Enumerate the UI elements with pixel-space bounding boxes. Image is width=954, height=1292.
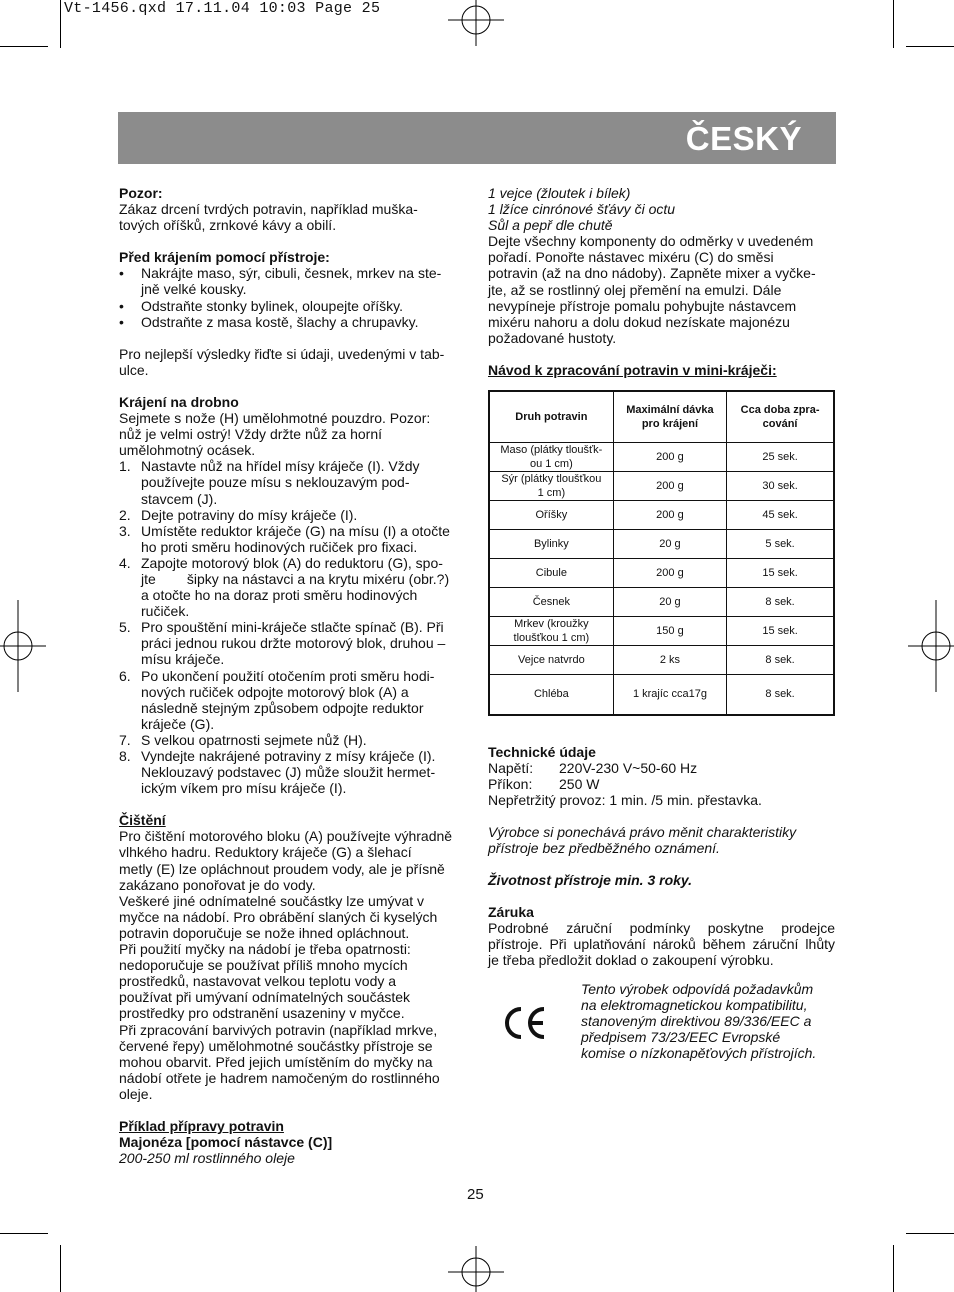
step-number: 4.: [119, 554, 131, 571]
text-line: Veškeré jiné odnímatelné součástky lze umývat v: [119, 892, 425, 909]
cell-line: Sýr (plátky tloušťkou: [501, 473, 602, 486]
registration-mark-left: [0, 600, 46, 692]
cell-line: Vejce natvrdo: [518, 654, 585, 667]
registration-mark-top: [448, 0, 504, 46]
table-header-row: [489, 391, 834, 443]
table-row: [489, 472, 834, 501]
cell-line: ou 1 cm): [529, 458, 573, 471]
tech-value: 220V-230 V~50-60 Hz: [559, 759, 698, 776]
table-row: [489, 675, 834, 715]
text-line: potravin doporučuje se nože ihned opláchnout.: [119, 924, 410, 941]
text-line: potravin (až na dno nádoby). Zapněte mixer a vyčke-: [488, 265, 816, 282]
page-number: 25: [467, 1186, 484, 1203]
table-cell-food: [489, 501, 613, 530]
text-line: Při zpracování barvivých potravin (například mrkve,: [119, 1021, 438, 1038]
table-row: [489, 588, 834, 617]
step-item: [119, 523, 466, 555]
zaruka-text: [488, 920, 835, 968]
text-line: zakázano ponořovat je do vody.: [119, 876, 316, 893]
text-line: Nakrájte maso, sýr, cibuli, česnek, mrkev na ste-: [141, 265, 442, 282]
best-results-text: [119, 346, 466, 378]
list-item: [119, 298, 466, 314]
text-line: nevypíneje přístroje pomalu pohybujte nástavcem: [488, 297, 797, 314]
krajeni-intro: [119, 410, 466, 458]
text-line: stanoveným direktivou 89/336/EEC a: [581, 1012, 812, 1029]
text-line: stavcem (J).: [141, 490, 218, 507]
banner-title: ČESKÝ: [685, 120, 802, 157]
crop-mark-bottom-left-h: [0, 1233, 48, 1234]
text-line: Výrobce si ponechává právo měnit charakteristiky: [488, 823, 797, 840]
manufacturer-note: [488, 824, 835, 856]
krajeni-heading: Krájení na drobno: [119, 393, 239, 410]
crop-mark-top-right-h: [906, 46, 954, 47]
table-cell-food: [489, 472, 613, 501]
text-line: nedoporučuje se používat příliš mnoho mycích: [119, 957, 408, 974]
step-item: [119, 748, 466, 796]
cisteni-heading: Čištění: [119, 812, 166, 829]
bullet: •: [119, 297, 124, 314]
text-line: mísu kráječe.: [141, 651, 225, 668]
text-line: přístroje. Při uplatňování nároků během záruční lhůty: [488, 936, 835, 953]
table-cell-time: 5 sek.: [727, 530, 834, 559]
ingredient-line: 1 lžíce cinrónové šťávy či octu: [488, 201, 676, 218]
cisteni-text: [119, 828, 466, 1102]
table-header-cell: [613, 391, 726, 443]
step-item: [119, 507, 466, 523]
text-line: vlhkého hadru. Reduktory kráječe (G) a šlehací: [119, 844, 412, 861]
ingredient-line: 1 vejce (žloutek i bílek): [488, 185, 631, 201]
krajeni-steps: [119, 458, 466, 796]
crop-mark-top-right-v: [893, 0, 894, 48]
crop-mark-bottom-left-v: [60, 1245, 61, 1292]
text-line: prostředky pro odstranění usazeniny v myčce.: [119, 1005, 405, 1022]
text-line: a otočte ho na doraz proti směru hodinových: [141, 587, 418, 604]
text-line: Vyndejte nakrájené potraviny z mísy kráječe (I).: [141, 748, 436, 764]
registration-mark-right: [908, 600, 954, 692]
table-cell-food: [489, 559, 613, 588]
text-line: ickým víkem pro mísu kráječe (I).: [141, 780, 347, 797]
table-cell-dose: 200 g: [613, 443, 726, 472]
print-header: Vt-1456.qxd 17.11.04 10:03 Page 25: [64, 0, 381, 17]
tech-key: Napětí:: [488, 759, 534, 776]
text-line: metly (E) lze opláchnout proudem vody, ale je přísně: [119, 860, 445, 877]
zaruka-heading: Záruka: [488, 904, 534, 921]
processing-table: [488, 390, 835, 716]
text-line: myčce na nádobí. Pro obrábění slaných či kyselých: [119, 908, 438, 925]
table-cell-food: [489, 530, 613, 559]
list-item: [119, 265, 466, 297]
ingredients-list: [488, 185, 835, 233]
table-cell-dose: 20 g: [613, 588, 726, 617]
text-line: nádobí otřete je hadrem namočeným do rostlinného: [119, 1069, 440, 1086]
step-number: 1.: [119, 458, 131, 475]
cell-line: Bylinky: [533, 538, 569, 551]
header-line: Druh potravin: [515, 411, 588, 424]
table-cell-food: [489, 443, 613, 472]
table-cell-time: 8 sek.: [727, 646, 834, 675]
text-line: Odstraňte stonky bylinek, oloupejte oříšky.: [141, 297, 403, 314]
table-cell-dose: 200 g: [613, 472, 726, 501]
text-line: nových ručiček odpojte motorový blok (A) a: [141, 683, 409, 700]
text-line: Při použití myčky na nádobí je třeba opatrnosti:: [119, 941, 411, 958]
table-cell-time: 30 sek.: [727, 472, 834, 501]
text-line: červené řepy) umělohmotné součástky přístroje se: [119, 1037, 433, 1054]
header-line: Cca doba zpra-: [740, 404, 820, 417]
table-cell-time: 8 sek.: [727, 588, 834, 617]
cell-line: Chléba: [533, 688, 569, 701]
table-cell-time: 15 sek.: [727, 617, 834, 646]
tech-row: [488, 760, 835, 776]
text-line: požadované hustoty.: [488, 329, 617, 346]
text-line: Nastavte nůž na hřídel mísy kráječe (I). Vždy: [141, 458, 420, 475]
table-cell-food: [489, 617, 613, 646]
text-line: umělohmotný ocásek.: [119, 442, 256, 459]
text-line: Pro spouštění mini-kráječe stlačte spínač (B). Při: [141, 619, 444, 636]
language-banner: [118, 112, 836, 164]
crop-mark-bottom-right-v: [893, 1245, 894, 1292]
majoneza-heading: Majonéza [pomocí nástavce (C)]: [119, 1134, 333, 1151]
list-item: [119, 314, 466, 330]
text-line: Zákaz drcení tvrdých potravin, například muška-: [119, 201, 418, 218]
text-line: komise o nízkonapěťových přístrojích.: [581, 1044, 817, 1061]
table-cell-dose: 1 krajíc cca17g: [613, 675, 726, 715]
table-row: [489, 559, 834, 588]
table-cell-food: [489, 588, 613, 617]
table-header-cell: [727, 391, 834, 443]
pred-krajenim-list: [119, 265, 466, 329]
tech-heading: Technické údaje: [488, 743, 596, 760]
cell-line: Oříšky: [535, 509, 568, 522]
step-number: 3.: [119, 522, 131, 539]
text-line: následně stejným způsobem odpojte reduktor: [141, 699, 424, 716]
table-cell-food: [489, 675, 613, 715]
step-number: 8.: [119, 748, 131, 764]
table-cell-dose: 2 ks: [613, 646, 726, 675]
pred-krajenim-heading: Před krájením pomocí přístroje:: [119, 249, 330, 266]
text-line: přístroje bez předběžného oznámení.: [488, 840, 720, 856]
text-line: Odstraňte z masa kostě, šlachy a chrupavky.: [141, 313, 419, 330]
text-line: kráječe (G).: [141, 715, 215, 732]
table-cell-dose: 200 g: [613, 501, 726, 530]
table-cell-time: 8 sek.: [727, 675, 834, 715]
text-line: mixéru nahoru a dolu dokud nezískate majonézu: [488, 313, 790, 330]
tech-value: 250 W: [559, 775, 600, 792]
header-line: cování: [762, 418, 798, 431]
text-line: ručiček.: [141, 603, 190, 620]
text-line: práci jednou rukou držte motorový blok, druhou –: [141, 635, 446, 652]
text-line: Umístěte reduktor kráječe (G) na mísu (I) a otočte: [141, 522, 450, 539]
table-cell-food: [489, 646, 613, 675]
pozor-heading: Pozor:: [119, 185, 163, 201]
text-line: jně velké kousky.: [141, 281, 247, 298]
text-line: Neklouzavý podstavec (J) může sloužit hermet-: [141, 764, 436, 781]
cell-line: Mrkev (kroužky: [514, 618, 589, 631]
text-line: pořadí. Ponořte nástavec mixéru (C) do směsi: [488, 249, 774, 266]
ce-mark-icon: [500, 1003, 550, 1043]
table-cell-time: 45 sek.: [727, 501, 834, 530]
text-line: Dejte potraviny do mísy kráječe (I).: [141, 506, 358, 523]
ce-conformity-block: [488, 981, 835, 1071]
table-row: [489, 530, 834, 559]
step-item: [119, 619, 466, 667]
text-line: Po ukončení použití otočením proti směru hodi-: [141, 667, 435, 684]
text-line: Pro nejlepší výsledky řiďte si údaji, uvedenými v tab-: [119, 345, 445, 362]
crop-mark-top-left-h: [0, 46, 48, 47]
tech-key: Příkon:: [488, 775, 533, 792]
step-item: [119, 458, 466, 506]
table-cell-dose: 150 g: [613, 617, 726, 646]
cell-line: Česnek: [532, 596, 571, 609]
table-cell-dose: 200 g: [613, 559, 726, 588]
table-header-cell: [489, 391, 613, 443]
step-number: 7.: [119, 731, 131, 748]
right-column: [488, 185, 835, 1071]
text-line: ulce.: [119, 361, 149, 378]
navod-heading: Návod k zpracování potravin v mini-kráječi:: [488, 361, 777, 378]
text-line: prostředků, nastavovat velkou teplotu vody a: [119, 973, 397, 990]
text-line: oleje.: [119, 1085, 153, 1102]
text-line: Dejte všechny komponenty do odměrky v uvedeném: [488, 233, 814, 250]
tech-continuous: Nepřetržitý provoz: 1 min. /5 min. přestavka.: [488, 791, 762, 808]
bullet: •: [119, 265, 124, 282]
priklad-heading: Příklad přípravy potravin: [119, 1117, 284, 1134]
recipe-text: [488, 233, 835, 346]
text-line: mohou obarvit. Před jejich umístěním do myčky na: [119, 1053, 433, 1070]
ce-text: [581, 981, 835, 1061]
step-number: 6.: [119, 667, 131, 684]
header-line: pro krájení: [641, 418, 699, 431]
text-line: Zapojte motorový blok (A) do reduktoru (G), spo-: [141, 554, 443, 571]
ingredient-line: 200-250 ml rostlinného oleje: [119, 1150, 295, 1167]
header-line: Maximální dávka: [626, 404, 714, 417]
lifetime-note: Životnost přístroje min. 3 roky.: [488, 872, 693, 889]
left-column: [119, 185, 466, 1166]
text-line: Podrobné záruční podmínky poskytne prodejce: [488, 920, 835, 937]
text-line: na elektromagnetickou kompatibilitu,: [581, 996, 808, 1013]
step-number: 2.: [119, 506, 131, 523]
text-line: S velkou opatrnosti sejmete nůž (H).: [141, 731, 367, 748]
table-cell-dose: 20 g: [613, 530, 726, 559]
text-line: ho proti směru hodinových ručiček pro fixaci.: [141, 538, 418, 555]
table-row: [489, 617, 834, 646]
text-line: nůž je velmi ostrý! Vždy držte nůž za horní: [119, 426, 382, 443]
cell-line: 1 cm): [537, 487, 566, 500]
text-line: je třeba předložit doklad o zakoupení výrobku.: [488, 952, 774, 969]
text-line: jte šipky na nástavci a na krytu mixéru (obr.?): [141, 570, 450, 587]
text-line: předpisem 73/23/EEC Evropské: [581, 1028, 781, 1045]
table-row: [489, 646, 834, 675]
table-cell-time: 25 sek.: [727, 443, 834, 472]
cell-line: tloušťkou 1 cm): [513, 632, 590, 645]
step-number: 5.: [119, 619, 131, 636]
text-line: používejte pouze mísu s neklouzavým pod-: [141, 474, 410, 491]
pozor-text: [119, 201, 466, 233]
bullet: •: [119, 313, 124, 330]
table-cell-time: 15 sek.: [727, 559, 834, 588]
step-item: [119, 555, 466, 619]
crop-mark-top-left-v: [60, 0, 61, 48]
text-line: tových oříšků, zrnkové kávy a obilí.: [119, 217, 337, 234]
text-line: používat při umývaní odnímatelných součástek: [119, 989, 411, 1006]
cell-line: Maso (plátky tloušťk-: [500, 444, 603, 457]
cell-line: Cibule: [535, 567, 567, 580]
text-line: Sejmete s nože (H) umělohmotné pouzdro. Pozor:: [119, 410, 431, 427]
table-row: [489, 501, 834, 530]
table-row: [489, 443, 834, 472]
text-line: jte, až se rostlinný olej přemění na emulzi. Dále: [488, 281, 782, 298]
crop-mark-bottom-right-h: [906, 1233, 954, 1234]
text-line: Tento výrobek odpovídá požadavkům: [581, 980, 814, 997]
ingredient-line: Sůl a pepř dle chutě: [488, 217, 613, 234]
step-item: [119, 732, 466, 748]
step-item: [119, 668, 466, 732]
registration-mark-bottom: [448, 1246, 504, 1292]
text-line: Pro čištění motorového bloku (A) používejte výhradně: [119, 828, 453, 845]
tech-row: [488, 776, 835, 792]
